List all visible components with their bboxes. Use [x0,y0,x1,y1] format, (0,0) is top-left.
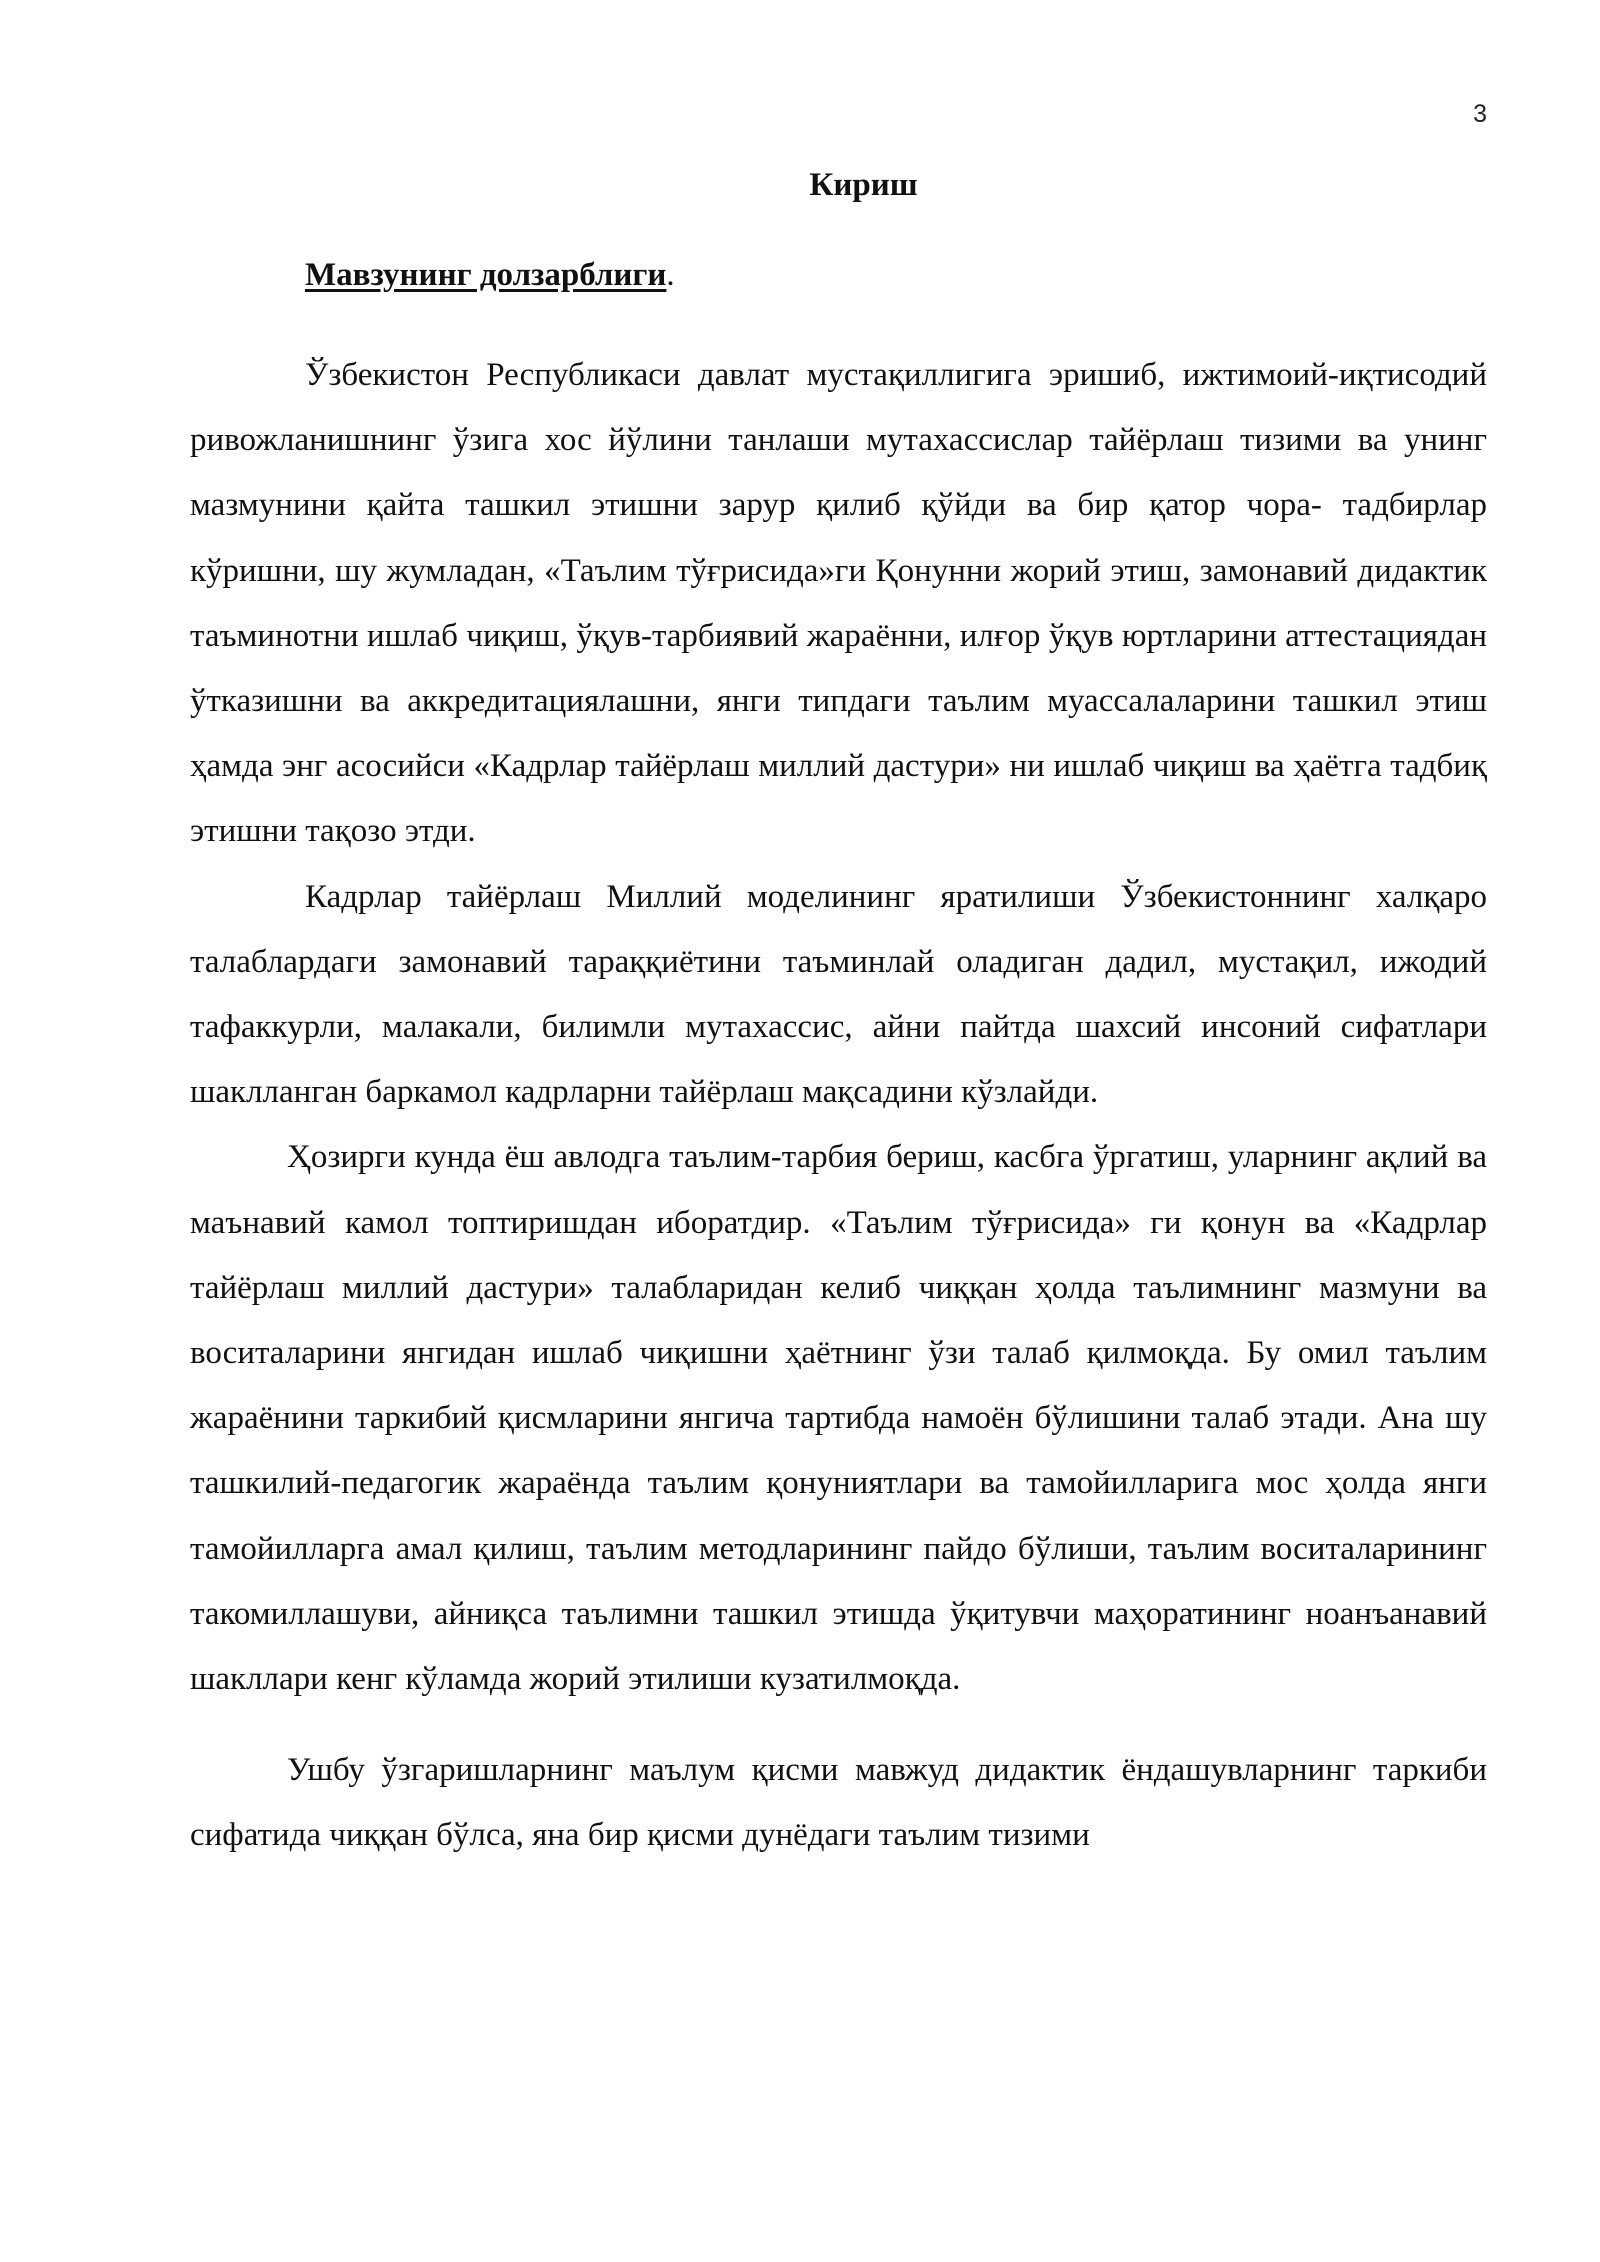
subsection-title: Мавзунинг долзарблиги [305,257,667,293]
paragraph-4: Ушбу ўзгаришларнинг маълум қисми мавжуд дидактик ёндашувларнинг таркиби сифатида чиққан бўлса, яна бир қисми дунёдаги таълим тизими [190,1752,1487,1854]
page-content [190,160,1487,1869]
subsection-heading [190,250,1487,300]
page-number: 3 [1473,100,1487,128]
paragraph-2: Кадрлар тайёрлаш Миллий моделининг яратилиши Ўзбекистоннинг халқаро талаблардаги замонавий тараққиётини таъминлай оладиган дадил, мустақил, ижодий тафаккурли, малакали, билимли мутахассис, айни пайтда шахсий инсоний сифатлари шаклланган баркамол кадрларни тайёрлаш мақсадини кўзлайди. [190,878,1487,1111]
paragraph-1: Ўзбекистон Республикаси давлат мустақиллигига эришиб, ижтимоий-иқтисодий ривожланишнинг ўзига хос йўлини танлаши мутахассислар тайёрлаш тизими ва унинг мазмунини қайта ташкил этишни зарур қилиб қўйди ва бир қатор чора- тадбирлар кўришни, шу жумладан, «Таълим тўғрисида»ги Қонунни жорий этиш, замонавий дидактик таъминотни ишлаб чиқиш, ўқув-тарбиявий жараённи, илғор ўқув юртларини аттестациядан ўтказишни ва аккредитациялашни, янги типдаги таълим муассалаларини ташкил этиш ҳамда энг асосийси «Кадрлар тайёрлаш миллий дастури» ни ишлаб чиқиш ва ҳаётга тадбиқ этишни тақозо этди. [190,357,1487,850]
section-heading: Кириш [809,167,918,203]
paragraph-3: Ҳозирги кунда ёш авлодга таълим-тарбия бериш, касбга ўргатиш, уларнинг ақлий ва маънавий камол топтиришдан иборатдир. «Таълим тўғрисида» ги қонун ва «Кадрлар тайёрлаш миллий дастури» талабларидан келиб чиққан ҳолда таълимнинг мазмуни ва воситаларини янгидан ишлаб чиқишни ҳаётнинг ўзи талаб қилмоқда. Бу омил таълим жараёнини таркибий қисмларини янгича тартибда намоён бўлишини талаб этади. Ана шу ташкилий-педагогик жараёнда таълим қонуниятлари ва тамойилларига мос ҳолда янги тамойилларга амал қилиш, таълим методларининг пайдо бўлиши, таълим воситаларининг такомиллашуви, айниқса таълимни ташкил этишда ўқитувчи маҳоратининг ноанъанавий шакллари кенг кўламда жорий этилиши кузатилмоқда. [190,1139,1487,1698]
subsection-period: . [666,257,675,293]
